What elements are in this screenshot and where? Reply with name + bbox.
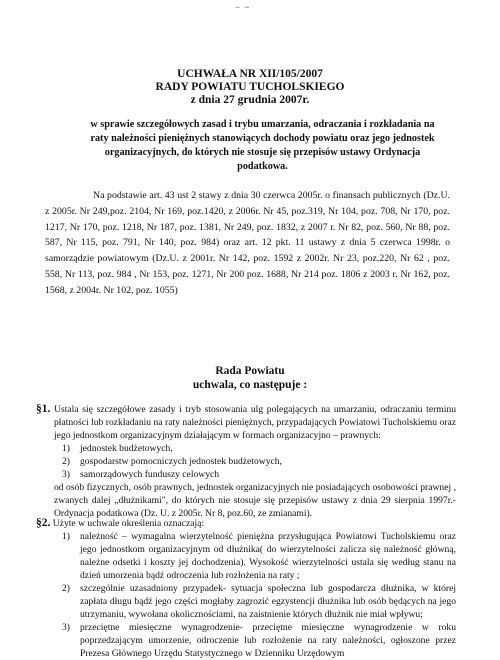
top-mark: − − [235,2,251,12]
list-item-text: samorządowych funduszy celowych [80,469,220,480]
list-item-text: gospodarstw pomocniczych jednostek budżetowych, [80,456,282,467]
section-2-intro [36,517,456,530]
list-item-text: przeciętne miesięczne wynagrodzenie- przeciętne miesięczne wynagrodzenie w roku poprzedzającym umorzenie, odroczenie lub rozłożenie na raty należności, ogłoszone przez Prezesa Głównego Urzędu Statystycznego w Dzienniku Urzędowym [80,622,456,659]
list-item-number: 2) [62,583,70,594]
list-item [62,455,456,468]
section-1-marker: §1. [36,403,51,415]
section-1-tail: od osób fizycznych, osób prawnych, jednostek organizacyjnych nie posiadających osobowości prawnej , zwanych dalej „dłużnikami", do których nie stosuje się przepisów ustawy z dnia 29 sierpnia 1997r.- Ordynacja podatkowa (Dz. U. z 2005r. Nr 8, poz.60, ze zmianami). [54,482,456,519]
list-item-text: należność – wymagalna wierzytelność pieniężna przysługująca Powiatowi Tucholskiemu oraz jego jednostkom organizacyjnym od dłużnika( do wierzytelności zalicza się należność główną, należne odsetki i koszty jej dochodzenia). Wysokość wierzytelności ustala się według stanu na dzień umorzenia bądź odroczenia lub rozłożenia na raty ; [80,531,456,581]
section-1-intro [36,403,456,442]
section-2-list [36,530,456,660]
section-1-list [36,442,456,481]
section-1 [36,403,456,520]
section-2-intro-text: Użyte w uchwale określenia oznaczają: [52,518,205,529]
list-item [62,468,456,481]
resolution-subject: w sprawie szczegółowych zasad i trybu umarzania, odraczania i rozkładania na raty należności pieniężnych stanowiących dochody powiatu oraz jego jednostek organizacyjnych, do których nie stosuje się przepisów ustawy Ordynacja podatkowa. [90,119,435,172]
list-item [62,621,456,660]
legal-basis: Na podstawie art. 43 ust 2 stawy z dnia 30 czerwca 2005r. o finansach publicznych (Dz.U. z 2005r. Nr 249,poz. 2104, Nr 169, poz.1420, z 2006r. Nr 45, poz.319, Nr 104, poz. 708, Nr 170, poz. 1217, Nr 170, poz. 1218, Nr 187, poz. 1381, Nr 249, poz. 1832, z 2007 r. Nr 82, poz. 560, Nr 88, poz. 587, Nr 115, poz. 791, Nr 140, poz. 984) oraz art. 12 pkt. 11 ustawy z dnia 5 czerwca 1998r. o samorządzie powiatowym (Dz.U. z 2001r. Nr 142, poz. 1592 z 2002r. Nr 23, poz.220, Nr 62 , poz. 558, Nr 113, poz. 984 , Nr 153, poz. 1271, Nr 200 poz. 1688, Nr 214 poz. 1806 z 2003 r. Nr 162, poz. 1568, z 2004r. Nr 102, poz. 1055) [45,190,450,296]
list-item [62,582,456,621]
list-item-number: 1) [62,443,70,454]
section-1-intro-text: Ustala się szczegółowe zasady i tryb stosowania ulg polegających na umarzaniu, odraczaniu terminu płatności lub rozkładaniu na raty należności pieniężnych, przypadających Powiatowi Tucholskiemu oraz jego jednostkom organizacyjnym działającym w formach organizacyjno – prawnych: [54,404,456,441]
list-item [62,442,456,455]
list-item-number: 3) [62,622,70,633]
section-2 [36,517,456,660]
list-item [62,530,456,582]
council-heading: Rada Powiatu [215,365,285,377]
resolution-number: UCHWAŁA NR XII/105/2007 [177,68,323,80]
resolution-date: z dnia 27 grudnia 2007r. [190,94,310,106]
list-item-number: 1) [62,531,70,542]
list-item-text: szczególnie uzasadniony przypadek- sytuacja społeczna lub gospodarcza dłużnika, w której zapłata długu bądź jego części mogłaby zagrozić egzystencji dłużnika lub osób będących na jego utrzymaniu, wywołana okolicznościami, na zaistnienie których dłużnik nie miał wpływu; [80,583,456,620]
list-item-number: 3) [62,469,70,480]
list-item-text: jednostek budżetowych, [80,443,173,454]
council-name: RADY POWIATU TUCHOLSKIEGO [155,81,345,93]
section-2-marker: §2. [36,517,51,529]
council-resolves: uchwala, co następuje : [192,379,308,391]
list-item-number: 2) [62,456,70,467]
